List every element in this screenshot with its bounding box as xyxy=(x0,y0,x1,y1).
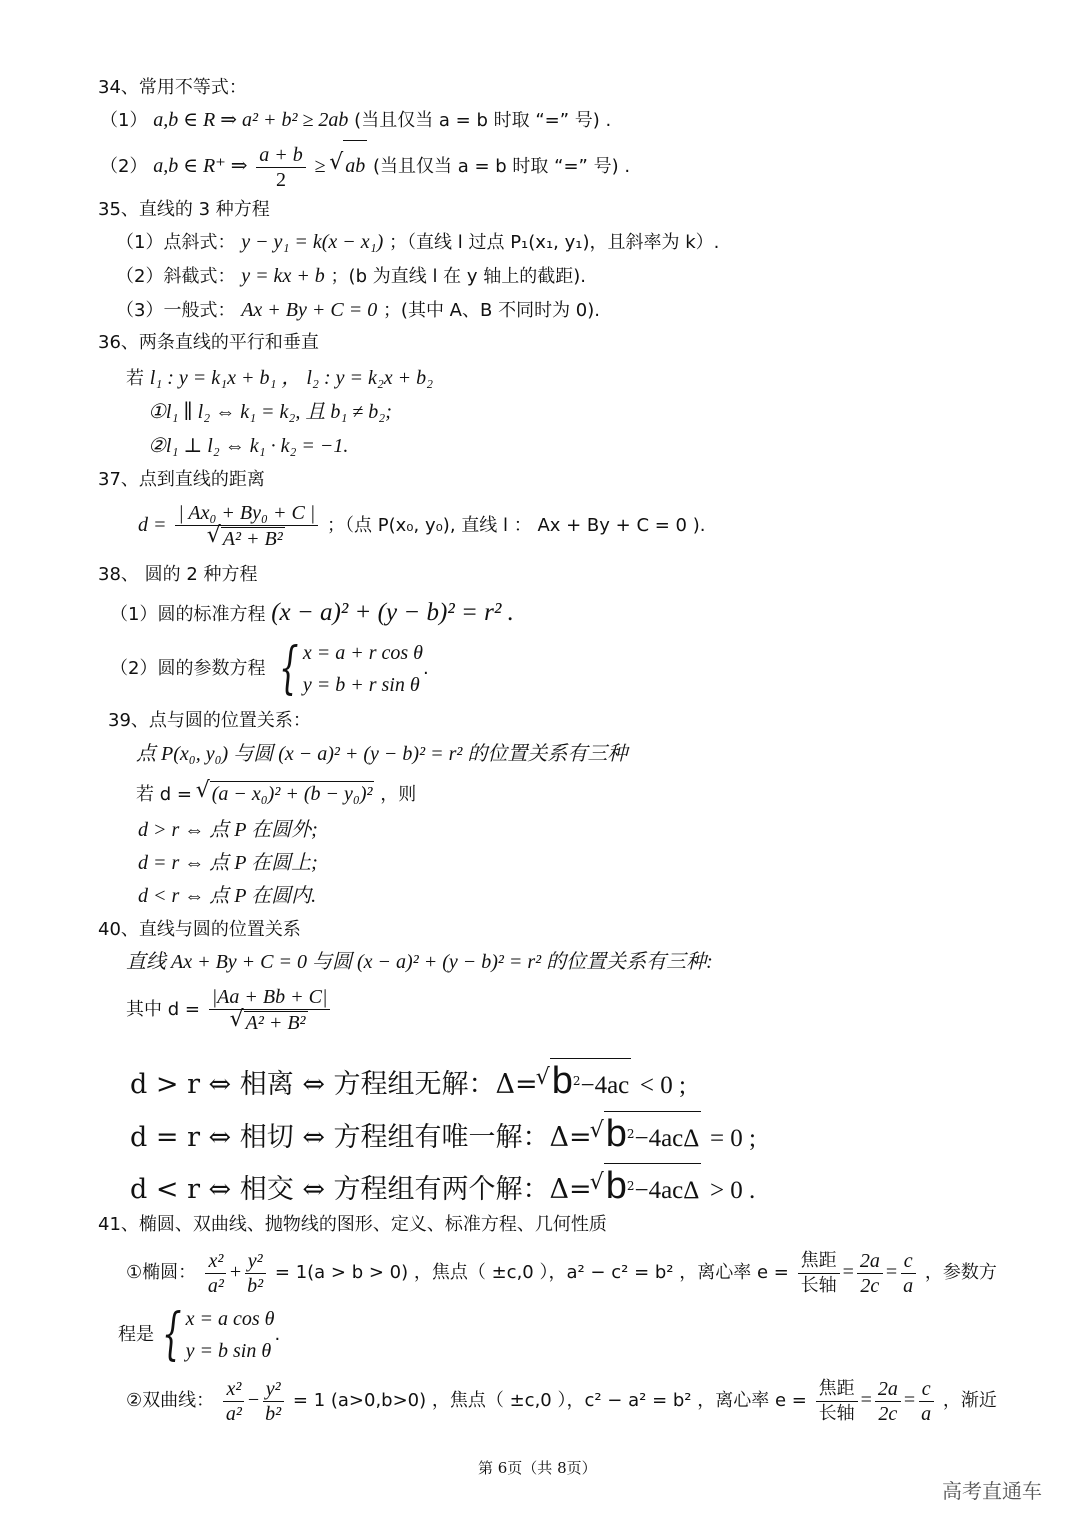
fraction-denominator: b² xyxy=(247,1274,264,1297)
hyperbola-tail: ，渐近 xyxy=(942,1390,997,1411)
fraction-denominator: b² xyxy=(265,1402,282,1425)
sqrt-expression xyxy=(331,140,367,191)
equals-sign: = xyxy=(842,1261,854,1283)
section-38-item-2 xyxy=(110,634,429,704)
superscript: 2 xyxy=(626,1127,635,1141)
formula-pre: a,b ∈ R⁺ ⇒ xyxy=(153,155,248,177)
case-text: d = r ⇔ 相切 ⇔ 方程组有唯一解：Δ= xyxy=(130,1122,592,1153)
section-40-title: 40、直线与圆的位置关系 xyxy=(98,919,301,940)
section-39-statement: 点 P(x₀, y₀) 与圆 (x − a)² + (y − b)² = r² 的位置关系有三种 xyxy=(136,743,628,765)
ellipse-parametric-system xyxy=(154,1303,275,1367)
period: . xyxy=(422,658,429,679)
ellipse-label: ①椭圆： xyxy=(126,1262,197,1283)
section-38-title: 38、 圆的 2 种方程 xyxy=(98,564,258,585)
case-result: = 0 ; xyxy=(709,1125,756,1152)
item-label: （1）圆的标准方程 xyxy=(110,604,266,625)
section-40-case-intersect xyxy=(130,1163,755,1213)
sqrt-expression xyxy=(592,1111,702,1161)
distance-prefix: 若 d = xyxy=(136,784,192,805)
sqrt-radicand: −4acΔ xyxy=(634,1177,700,1204)
watermark: 高考直通车 xyxy=(942,1479,1042,1503)
slope-intercept-formula: y = kx + b xyxy=(241,265,325,287)
section-40-case-tangent xyxy=(130,1111,756,1161)
general-form-formula: Ax + By + C = 0 xyxy=(241,299,378,321)
fraction-numerator: |Aa + Bb + C| xyxy=(209,986,331,1010)
section-36-title: 36、两条直线的平行和垂直 xyxy=(98,332,319,353)
fraction-numerator: a + b xyxy=(256,144,306,168)
fraction-denominator: a xyxy=(921,1402,932,1425)
case-text: d > r ⇔ 相离 ⇔ 方程组无解：Δ= xyxy=(130,1069,538,1100)
sqrt-radicand: −4ac xyxy=(580,1072,630,1099)
section-41-ellipse-param xyxy=(118,1303,280,1367)
fraction-denominator: a xyxy=(903,1274,914,1297)
b-glyph: b xyxy=(605,1113,627,1155)
case-text: d < r ⇔ 相交 ⇔ 方程组有两个解：Δ= xyxy=(130,1174,592,1205)
y-over-b-fraction xyxy=(262,1378,284,1425)
section-40-distance xyxy=(126,982,333,1038)
eccentricity-ca-fraction xyxy=(918,1378,934,1425)
section-35-title: 35、直线的 3 种方程 xyxy=(98,199,270,220)
section-35-item-2 xyxy=(116,264,586,289)
section-40-case-separate xyxy=(130,1058,686,1108)
fraction-denominator: 长轴 xyxy=(818,1402,855,1424)
period: . xyxy=(274,1324,281,1345)
fraction-numerator: 焦距 xyxy=(798,1250,840,1274)
item-label: （2） xyxy=(100,156,148,177)
page-number: 第 6页（共 8页） xyxy=(478,1459,597,1477)
item-note: ；(其中 A、B 不同时为 0). xyxy=(382,300,600,321)
param-prefix: 程是 xyxy=(118,1324,154,1345)
fraction-numerator: 焦距 xyxy=(816,1378,858,1402)
equals-sign: = xyxy=(903,1389,916,1411)
param-row-y: y = b + r sin θ xyxy=(302,674,420,696)
sqrt-expression xyxy=(592,1163,702,1213)
item-label: （1）点斜式： xyxy=(116,232,236,253)
fraction-numerator: y² xyxy=(245,1250,266,1274)
section-41-title: 41、椭圆、双曲线、抛物线的图形、定义、标准方程、几何性质 xyxy=(98,1214,607,1235)
x-over-a-fraction xyxy=(205,1250,227,1297)
section-39-case-inside: d < r ⇔ 点 P 在圆内. xyxy=(138,885,317,907)
left-brace-icon: { xyxy=(279,636,299,701)
item-label: （3）一般式： xyxy=(116,300,236,321)
fraction-numerator: x² xyxy=(205,1250,226,1274)
case-result: > 0 . xyxy=(709,1177,756,1204)
section-35-item-1 xyxy=(116,230,719,255)
param-row-x: x = a + r cos θ xyxy=(302,642,423,664)
section-34-item-1 xyxy=(100,108,611,133)
section-34-title: 34、常用不等式： xyxy=(98,77,247,98)
section-34-item-2 xyxy=(100,140,630,192)
section-39-case-on: d = r ⇔ 点 P 在圆上; xyxy=(138,852,318,874)
distance-fraction xyxy=(209,986,331,1034)
eccentricity-ca-fraction xyxy=(900,1250,916,1297)
sqrt-radicand: (a − x₀)² + (b − y₀)² xyxy=(211,783,373,805)
sqrt-expression xyxy=(198,781,375,806)
param-row-x: x = a cos θ xyxy=(185,1308,275,1330)
param-row-y: y = b sin θ xyxy=(185,1340,272,1362)
distance-fraction xyxy=(175,502,318,550)
eccentricity-cn-fraction xyxy=(798,1250,840,1297)
distance-lhs: d = xyxy=(138,514,167,536)
case-result: < 0 ; xyxy=(639,1072,686,1099)
fraction-denominator: 2c xyxy=(860,1274,880,1297)
superscript: 2 xyxy=(626,1179,635,1193)
distance-note: ；（点 P(x₀, y₀), 直线 l ： Ax + By + C = 0 ). xyxy=(327,515,706,536)
x-over-a-fraction xyxy=(223,1378,245,1425)
sqrt-radicand: −4acΔ xyxy=(634,1125,700,1152)
b-glyph: b xyxy=(605,1165,627,1207)
section-38-item-1 xyxy=(110,598,514,630)
left-brace-icon: { xyxy=(162,1302,182,1367)
section-39-title: 39、点与圆的位置关系： xyxy=(108,710,311,731)
sqrt-expression xyxy=(209,527,285,550)
item-label: （2）圆的参数方程 xyxy=(110,658,266,679)
eccentricity-cn-fraction xyxy=(816,1378,858,1425)
fraction-numerator: 2a xyxy=(857,1250,883,1274)
parametric-system xyxy=(271,637,423,701)
geq-sign: ≥ xyxy=(314,155,326,177)
section-36-perpendicular: ②l₁ ⊥ l₂ ⇔ k₁ · k₂ = −1. xyxy=(148,435,349,457)
section-37-formula xyxy=(138,497,705,554)
hyperbola-properties: = 1 (a>0,b>0) ，焦点（ ±c,0 ），c² − a² = b² ，离心率 e = xyxy=(292,1390,807,1411)
fraction-numerator: 2a xyxy=(875,1378,901,1402)
equals-sign: = xyxy=(860,1389,872,1411)
section-41-hyperbola xyxy=(126,1372,997,1429)
y-over-b-fraction xyxy=(244,1250,266,1297)
point-slope-formula: y − y₁ = k(x − x₁) xyxy=(241,231,384,253)
section-41-ellipse xyxy=(126,1244,997,1301)
section-35-item-3 xyxy=(116,298,600,323)
item-label: （1） xyxy=(100,110,148,131)
fraction xyxy=(256,144,306,191)
section-36-parallel: ①l₁ ∥ l₂ ⇔ k₁ = k₂, 且 b₁ ≠ b₂; xyxy=(148,401,392,423)
fraction-denominator: a² xyxy=(225,1402,242,1425)
lines-definition: l₁ : y = k₁x + b₁ ， l₂ : y = k₂x + b₂ xyxy=(149,367,434,389)
section-39-distance xyxy=(136,781,416,807)
section-40-statement: 直线 Ax + By + C = 0 与圆 (x − a)² + (y − b)² = r² 的位置关系有三种: xyxy=(126,951,713,973)
eccentricity-2a2c-fraction xyxy=(875,1378,901,1425)
fraction-denominator: 2c xyxy=(878,1402,898,1425)
section-37-title: 37、点到直线的距离 xyxy=(98,469,265,490)
fraction-denominator: 2 xyxy=(276,168,287,191)
plus-sign: + xyxy=(229,1261,242,1283)
item-label: （2）斜截式： xyxy=(116,266,236,287)
fraction-numerator: y² xyxy=(263,1378,284,1402)
hyperbola-label: ②双曲线： xyxy=(126,1390,215,1411)
sqrt-radicand: ab xyxy=(343,140,367,191)
fraction-numerator: c xyxy=(901,1250,916,1274)
eccentricity-2a2c-fraction xyxy=(857,1250,883,1297)
sqrt-radicand: A² + B² xyxy=(245,1012,306,1034)
fraction-numerator: c xyxy=(919,1378,934,1402)
b-glyph: b xyxy=(551,1060,573,1102)
item-note: (当且仅当 a = b 时取 “=” 号) . xyxy=(372,156,631,177)
sqrt-radicand: A² + B² xyxy=(222,528,283,550)
fraction-denominator: a² xyxy=(207,1274,224,1297)
minus-sign: − xyxy=(247,1389,260,1411)
sqrt-expression xyxy=(538,1058,632,1108)
item-note: (当且仅当 a = b 时取 “=” 号) . xyxy=(354,110,612,131)
circle-standard-equation: (x − a)² + (y − b)² = r² . xyxy=(271,599,514,626)
inequality-formula: a,b ∈ R ⇒ a² + b² ≥ 2ab xyxy=(153,109,349,131)
item-note: ；（直线 l 过点 P₁(x₁, y₁)，且斜率为 k）. xyxy=(389,232,720,253)
fraction-numerator: x² xyxy=(223,1378,244,1402)
superscript: 2 xyxy=(572,1074,581,1088)
fraction-numerator: | Ax₀ + By₀ + C | xyxy=(175,502,318,526)
section-39-case-outside: d > r ⇔ 点 P 在圆外; xyxy=(138,819,318,841)
distance-suffix: ，则 xyxy=(380,784,417,805)
condition-prefix: 若 xyxy=(126,368,144,389)
sqrt-expression xyxy=(232,1011,308,1034)
item-note: ；(b 为直线 l 在 y 轴上的截距). xyxy=(330,266,586,287)
distance-prefix: 其中 d = xyxy=(126,999,200,1020)
equals-sign: = xyxy=(885,1261,898,1283)
ellipse-tail: ，参数方 xyxy=(924,1262,997,1283)
ellipse-properties: = 1(a > b > 0) ，焦点（ ±c,0 ），a² − c² = b² ，离心率 e = xyxy=(274,1262,789,1283)
fraction-denominator: 长轴 xyxy=(800,1274,837,1296)
section-36-condition xyxy=(126,366,433,391)
